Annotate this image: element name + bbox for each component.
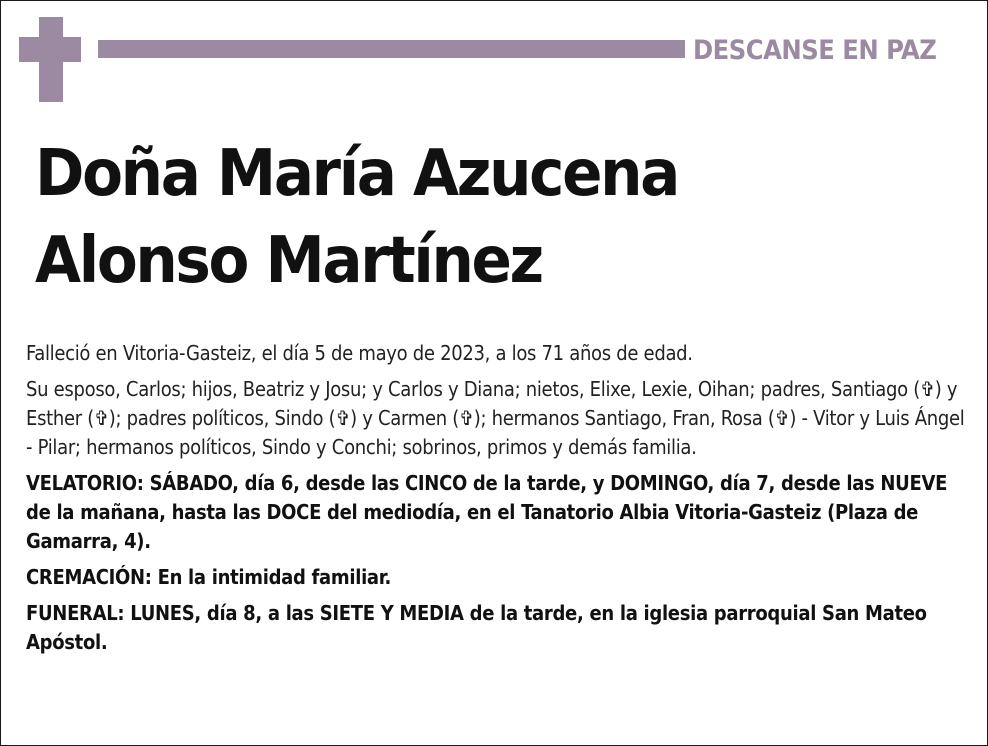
notice-body xyxy=(26,339,971,664)
deceased-name-line1: Doña María Azucena xyxy=(35,137,679,211)
funeral-details: FUNERAL: LUNES, día 8, a las SIETE Y MEDIA de la tarde, en la iglesia parroquial San Mateo Apóstol. xyxy=(26,601,927,654)
latin-cross-icon-arm xyxy=(19,37,81,62)
death-announcement: Falleció en Vitoria-Gasteiz, el día 5 de mayo de 2023, a los 71 años de edad. xyxy=(26,341,693,365)
deceased-name xyxy=(35,131,678,305)
header-label: DESCANSE EN PAZ xyxy=(693,35,937,66)
header-divider-bar xyxy=(98,40,685,58)
family-list: Su esposo, Carlos; hijos, Beatriz y Josu; y Carlos y Diana; nietos, Elixe, Lexie, Oihan; padres, Santiago (✞) y Esther (✞); padres políticos, Sindo (✞) y Carmen (✞); hermanos Santiago, Fran, Rosa (✞) - Vitor y Luis Ángel - Pilar; hermanos políticos, Sindo y Conchi; sobrinos, primos y demás familia. xyxy=(26,377,965,459)
deceased-name-line2: Alonso Martínez xyxy=(35,224,542,298)
cremation-details: CREMACIÓN: En la intimidad familiar. xyxy=(26,565,392,589)
wake-details: VELATORIO: SÁBADO, día 6, desde las CINCO de la tarde, y DOMINGO, día 7, desde las NUEVE de la mañana, hasta las DOCE del mediodía, en el Tanatorio Albia Vitoria-Gasteiz (Plaza de Gamarra, 4). xyxy=(26,471,948,553)
